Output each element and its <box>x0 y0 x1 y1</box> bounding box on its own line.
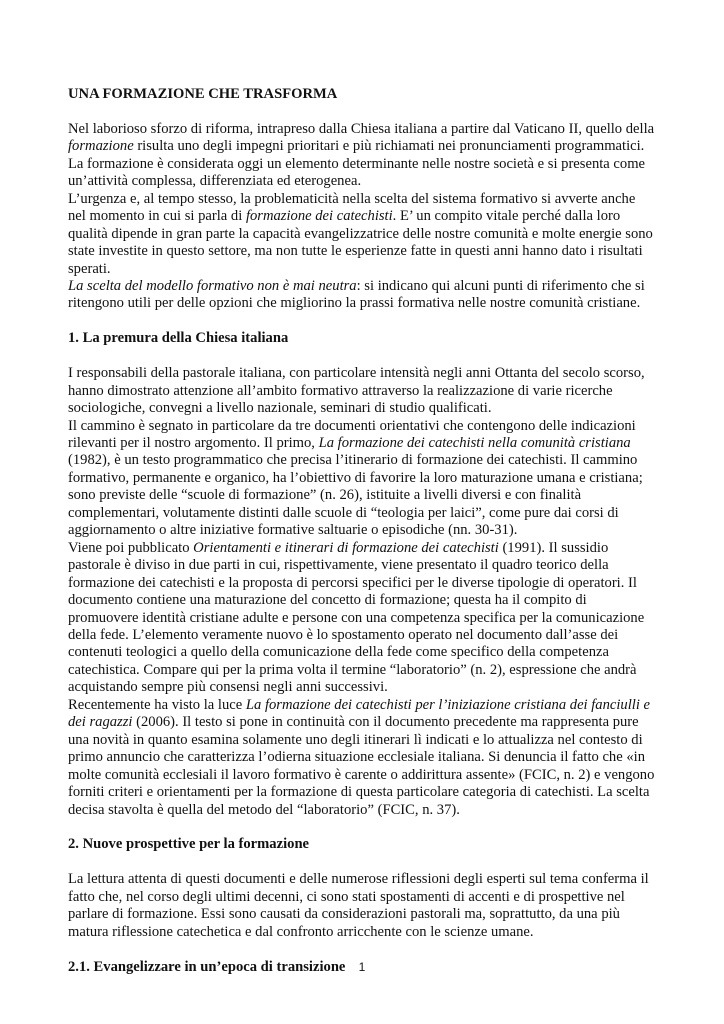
spacer <box>68 941 656 958</box>
section-1-paragraph-3 <box>68 540 656 697</box>
section-1-paragraph-4 <box>68 697 656 819</box>
section-1-paragraph-2 <box>68 418 656 540</box>
text-run: Nel laborioso sforzo di riforma, intrapreso dalla Chiesa italiana a partire dal Vaticano II, quello della <box>68 120 655 137</box>
text-run: (1982), è un testo programmatico che precisa l’itinerario di formazione dei catechisti. Il cammino formativo, permanente e organico, ha l’obiettivo di favorire la loro maturazione umana e cristiana; sono previste delle “scuole di formazione” (n. 26), istituite a livelli diversi e con finalità complementari, volutamente distinti dalle scuole di “teologia per laici”, come pure dai corsi di aggiornamento o altre iniziative formative saltuarie o episodiche (nn. 30-31). <box>68 452 643 539</box>
italic-run: La scelta del modello formativo non è mai neutra <box>68 277 357 294</box>
text-run: L’urgenza e, al tempo stesso, la problematicità nella scelta del sistema formativo si avverte anche nel momento in cui si parla di <box>68 190 636 225</box>
section-2-1-heading: 2.1. Evangelizzare in un’epoca di transizione <box>68 958 346 975</box>
text-run: risulta uno degli impegni prioritari e più richiamati nei pronunciamenti programmatici. La formazione è considerata oggi un elemento determinante nelle nostre società e si presenta come un’attività complessa, differenziata ed eterogenea. <box>68 138 646 190</box>
italic-run: formazione <box>68 138 134 155</box>
spacer <box>68 103 656 120</box>
spacer <box>68 819 656 836</box>
intro-paragraph-3 <box>68 278 656 313</box>
intro-paragraph-1 <box>68 121 656 191</box>
spacer <box>68 313 656 330</box>
text-run: . E’ un compito vitale perché dalla loro qualità dipende in gran parte la capacità evangelizzatrice delle nostre comunità e molte energie sono state investite in questo settore, ma non tutte le esperienze fatte in questi anni hanno dato i risultati sperati. <box>68 208 653 277</box>
spacer <box>68 348 656 365</box>
italic-run: La formazione dei catechisti per l’iniziazione cristiana dei fanciulli e dei ragazzi <box>68 696 651 731</box>
text-run: (1991). Il sussidio pastorale è diviso in due parti in cui, rispettivamente, viene presentato il quadro teorico della formazione dei catechisti e la proposta di percorsi specifici per le diverse tipologie di operatori. Il documento contiene una maturazione del concetto di formazione; questa ha il compito di promuovere identità cristiane adulte e persone con una competenza specifica per la comunicazione della fede. L’elemento veramente nuovo è lo spostamento operato nel documento dall’asse dei contenuti teologici a quello della comunicazione della fede come specifico della competenza catechistica. Compare qui per la prima volta il termine “laboratorio” (n. 2), espressione che andrà acquistando sempre più consensi negli anni successivi. <box>68 539 645 696</box>
text-run: Viene poi pubblicato <box>68 539 194 556</box>
text-run: : si indicano qui alcuni punti di riferimento che si ritengono utili per delle opzioni che migliorino la prassi formativa nelle nostre comunità cristiane. <box>68 277 645 312</box>
spacer <box>68 854 656 871</box>
section-2-paragraph-1: La lettura attenta di questi documenti e delle numerose riflessioni degli esperti sul tema conferma il fatto che, nel corso degli ultimi decenni, ci sono stati spostamenti di accenti e di prospettive nel parlare di formazione. Essi sono causati da considerazioni pastorali ma, soprattutto, da una più matura riflessione catechetica e dal confronto arricchente con le scienze umane. <box>68 871 649 940</box>
italic-run: formazione dei catechisti <box>245 208 393 225</box>
italic-run: Orientamenti e itinerari di formazione dei catechisti <box>193 539 499 556</box>
section-1-paragraph-1: I responsabili della pastorale italiana, con particolare intensità negli anni Ottanta del secolo scorso, hanno dimostrato attenzione all’ambito formativo attraverso la realizzazione di varie ricerche sociologiche, convegni a livello nazionale, seminari di studio qualificati. <box>68 365 645 417</box>
section-2-heading: 2. Nuove prospettive per la formazione <box>68 836 310 853</box>
italic-run: La formazione dei catechisti nella comunità cristiana <box>318 435 631 452</box>
document-title: UNA FORMAZIONE CHE TRASFORMA <box>68 86 338 102</box>
page-number: 1 <box>358 960 366 974</box>
text-run: Recentemente ha visto la luce <box>68 696 246 713</box>
text-run: (2006). Il testo si pone in continuità con il documento precedente ma rappresenta pure una novità in quanto esamina solamente uno degli itinerari lì indicati e lo attualizza nel contesto di primo annuncio che caratterizza l’odierna situazione ecclesiale italiana. Si denuncia il fatto che «in molte comunità ecclesiali il lavoro formativo è carente o addirittura assente» (FCIC, n. 2) e vengono forniti criteri e orientamenti per la formazione di questa particolare categoria di catechisti. La scelta decisa stavolta è quella del metodo del “laboratorio” (FCIC, n. 37). <box>68 714 655 818</box>
section-1-heading: 1. La premura della Chiesa italiana <box>68 330 289 347</box>
intro-paragraph-2 <box>68 191 656 278</box>
page-body <box>68 86 656 976</box>
text-run: Il cammino è segnato in particolare da tre documenti orientativi che contengono delle indicazioni rilevanti per il nostro argomento. Il primo, <box>68 417 636 452</box>
